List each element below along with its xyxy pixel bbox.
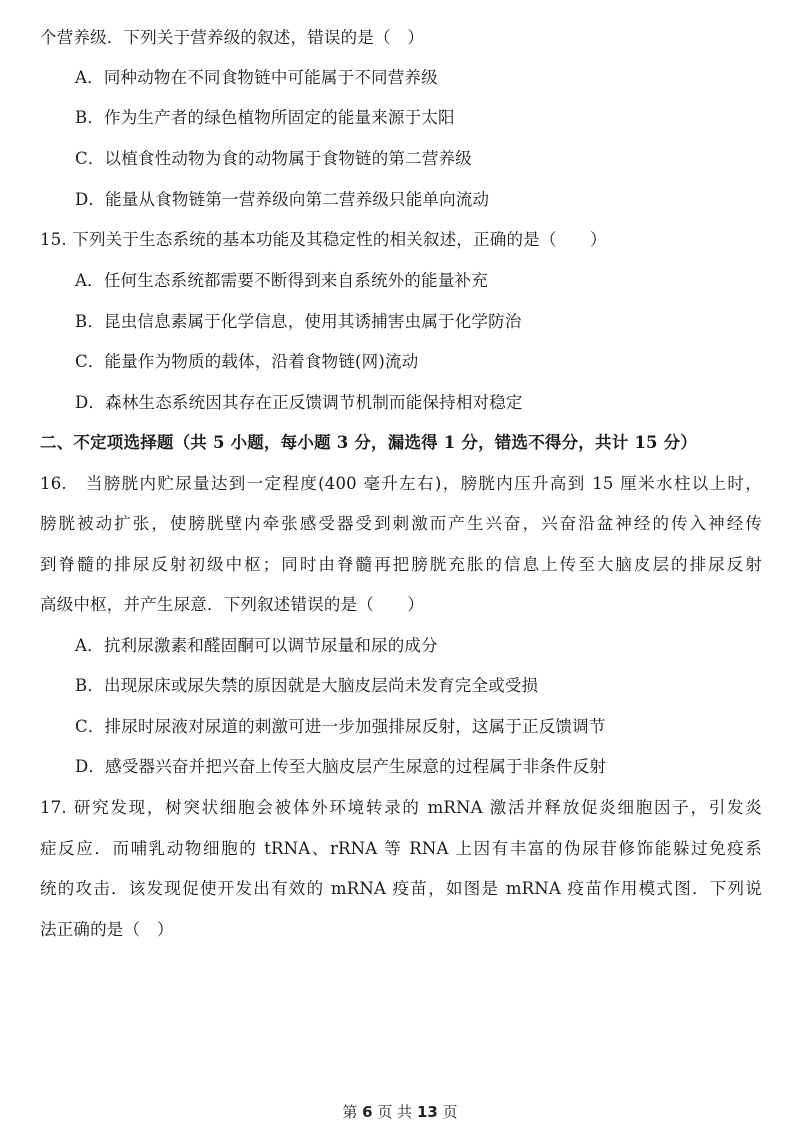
q15-option-a: A．任何生态系统都需要不断得到来自系统外的能量补充 [75,271,488,290]
footer-suffix: 页 [442,1103,458,1121]
footer-total-pages: 13 [416,1103,438,1121]
q15-stem: 15. 下列关于生态系统的基本功能及其稳定性的相关叙述，正确的是（ ） [40,230,607,249]
q16-option-c: C．排尿时尿液对尿道的刺激可进一步加强排尿反射，这属于正反馈调节 [75,717,606,736]
q16-stem-line-2: 膀胱被动扩张，使膀胱壁内牵张感受器受到刺激而产生兴奋，兴奋沿盆神经的传入神经传 [40,514,762,533]
q14-stem-tail: 个营养级．下列关于营养级的叙述，错误的是（ ） [40,28,425,47]
q16-stem-line-4: 高级中枢，并产生尿意．下列叙述错误的是（ ） [40,595,425,614]
q16-stem-line-3: 到脊髓的排尿反射初级中枢；同时由脊髓再把膀胱充胀的信息上传至大脑皮层的排尿反射 [40,555,762,574]
q15-option-c: C．能量作为物质的载体，沿着食物链(网)流动 [75,352,419,371]
q14-option-b: B．作为生产者的绿色植物所固定的能量来源于太阳 [75,108,455,127]
q14-option-c: C．以植食性动物为食的动物属于食物链的第二营养级 [75,149,472,168]
q15-option-d: D．森林生态系统因其存在正反馈调节机制而能保持相对稳定 [75,393,523,412]
q14-option-a: A．同种动物在不同食物链中可能属于不同营养级 [75,68,438,87]
q17-stem-line-4: 法正确的是（ ） [40,920,174,939]
q15-option-b: B．昆虫信息素属于化学信息，使用其诱捕害虫属于化学防治 [75,312,522,331]
q17-stem-line-1: 17. 研究发现，树突状细胞会被体外环境转录的 mRNA 激活并释放促炎细胞因子，引发炎 [40,798,762,817]
q17-stem-line-2: 症反应．而哺乳动物细胞的 tRNA、rRNA 等 RNA 上因有丰富的伪尿苷修饰能躲过免疫系 [40,839,762,858]
q16-option-a: A．抗利尿激素和醛固酮可以调节尿量和尿的成分 [75,636,438,655]
q16-option-d: D．感受器兴奋并把兴奋上传至大脑皮层产生尿意的过程属于非条件反射 [75,757,607,776]
section-2-title: 二、不定项选择题（共 5 小题，每小题 3 分，漏选得 1 分，错选不得分，共计 15 分） [40,433,698,452]
q17-stem-line-3: 统的攻击．该发现促使开发出有效的 mRNA 疫苗，如图是 mRNA 疫苗作用模式图．下列说 [40,879,762,898]
footer-middle: 页 共 [377,1103,413,1121]
footer-prefix: 第 [342,1103,358,1121]
page-footer [0,1101,800,1122]
footer-page-number: 6 [362,1103,373,1121]
q14-option-d: D．能量从食物链第一营养级向第二营养级只能单向流动 [75,190,490,209]
q16-stem-line-1: 16. 当膀胱内贮尿量达到一定程度(400 毫升左右)，膀胱内压升高到 15 厘米水柱以上时， [40,474,762,493]
q16-option-b: B．出现尿床或尿失禁的原因就是大脑皮层尚未发育完全或受损 [75,676,539,695]
